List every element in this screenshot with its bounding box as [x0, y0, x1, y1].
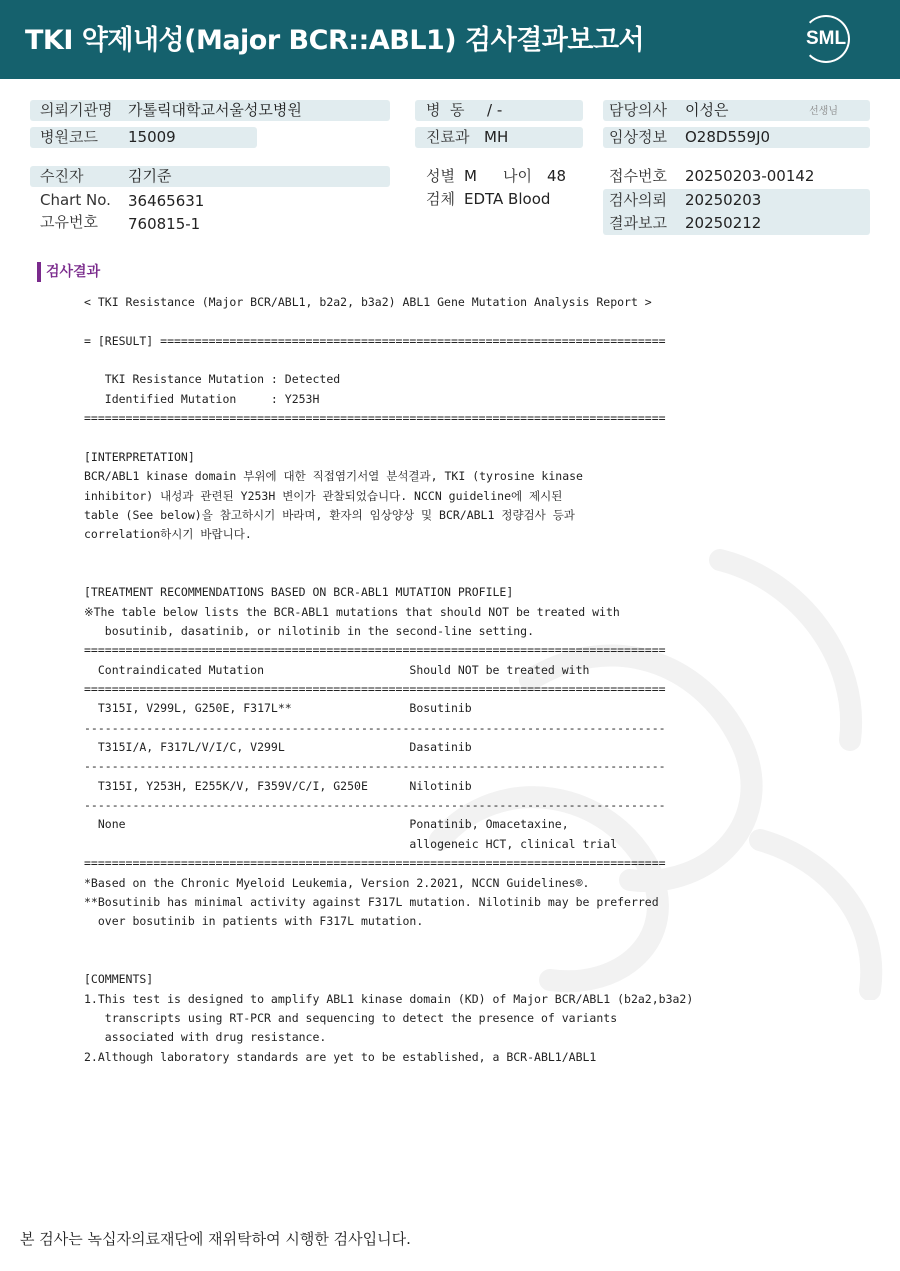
- section-accent-bar: [37, 262, 41, 282]
- clinical-label: 임상정보: [609, 128, 667, 146]
- report-date-value: 20250212: [685, 214, 762, 232]
- hospital-code-label: 병원코드: [40, 128, 98, 146]
- receipt-label: 접수번호: [609, 167, 667, 185]
- sex-value: M: [464, 167, 477, 185]
- hospital-code-value: 15009: [128, 128, 176, 146]
- report-line: [TREATMENT RECOMMENDATIONS BASED ON BCR-ABL1 MUTATION PROFILE]: [84, 585, 514, 600]
- report-line: T315I/A, F317L/V/I/C, V299L Dasatinib: [84, 740, 472, 755]
- report-line: associated with drug resistance.: [84, 1030, 327, 1045]
- report-line: ------------------------------------------------------------------------------------: [84, 798, 666, 813]
- report-line: correlation하시기 바랍니다.: [84, 527, 252, 542]
- unique-label: 고유번호: [40, 213, 98, 231]
- footer-note: 본 검사는 녹십자의료재단에 재위탁하여 시행한 검사입니다.: [20, 1230, 411, 1248]
- report-line: T315I, V299L, G250E, F317L** Bosutinib: [84, 701, 472, 716]
- report-line: allogeneic HCT, clinical trial: [84, 836, 618, 851]
- logo-text: SML: [805, 28, 847, 49]
- doctor-value: 이성은: [685, 101, 729, 119]
- report-line: BCR/ABL1 kinase domain 부위에 대한 직접염기서열 분석결과, TKI (tyrosine kinase: [84, 469, 583, 484]
- age-label: 나이: [503, 167, 532, 185]
- clinical-value: O28D559J0: [685, 128, 771, 146]
- request-label: 검사의뢰: [609, 191, 667, 209]
- report-header: [0, 0, 900, 79]
- report-line: table (See below)을 참고하시기 바라며, 환자의 임상양상 및 BCR/ABL1 정량검사 등과: [84, 507, 575, 522]
- report-date-label: 결과보고: [609, 214, 667, 232]
- report-line: ====================================================================================: [84, 682, 666, 696]
- doctor-label: 담당의사: [609, 101, 667, 119]
- specimen-value: EDTA Blood: [464, 190, 551, 208]
- report-line: None Ponatinib, Omacetaxine,: [84, 817, 569, 832]
- institution-value: 가톨릭대학교서울성모병원: [128, 101, 302, 119]
- chart-value: 36465631: [128, 192, 205, 210]
- report-line: ====================================================================================: [84, 411, 666, 426]
- sml-logo: [800, 13, 852, 65]
- report-line: TKI Resistance Mutation : Detected: [84, 372, 341, 387]
- request-value: 20250203: [685, 191, 762, 209]
- report-line: ====================================================================================: [84, 643, 666, 658]
- institution-label: 의뢰기관명: [40, 101, 113, 119]
- report-line: **Bosutinib has minimal activity against F317L mutation. Nilotinib may be preferred: [84, 894, 659, 909]
- section-title: 검사결과: [46, 264, 101, 280]
- report-line: 2.Although laboratory standards are yet to be established, a BCR-ABL1/ABL1: [84, 1049, 597, 1064]
- report-title: TKI 약제내성(Major BCR::ABL1) 검사결과보고서: [25, 25, 645, 56]
- report-line: ------------------------------------------------------------------------------------: [84, 759, 666, 774]
- dept-label: 진료과: [426, 128, 470, 146]
- report-line: [INTERPRETATION]: [84, 449, 195, 464]
- report-line: ------------------------------------------------------------------------------------: [84, 720, 666, 735]
- report-line: T315I, Y253H, E255K/V, F359V/C/I, G250E Nilotinib: [84, 778, 472, 793]
- report-line: over bosutinib in patients with F317L mutation.: [84, 914, 424, 929]
- sex-label: 성별: [426, 167, 455, 185]
- patient-value: 김기준: [128, 167, 172, 185]
- report-line: transcripts using RT-PCR and sequencing to detect the presence of variants: [84, 1010, 618, 1025]
- age-value: 48: [547, 167, 567, 185]
- dept-value: MH: [484, 128, 509, 146]
- patient-row-bg: [30, 166, 390, 187]
- report-line: Contraindicated Mutation Should NOT be treated with: [84, 662, 590, 677]
- doctor-suffix: 선생님: [809, 106, 838, 117]
- unique-value: 760815-1: [128, 215, 201, 233]
- report-line: inhibitor) 내성과 관련된 Y253H 변이가 관찰되었습니다. NCCN guideline에 제시된: [84, 488, 563, 503]
- ward-label: 병 동: [426, 101, 465, 119]
- report-line: < TKI Resistance (Major BCR/ABL1, b2a2, b3a2) ABL1 Gene Mutation Analysis Report >: [84, 295, 652, 309]
- ward-value: / -: [487, 101, 503, 119]
- report-line: bosutinib, dasatinib, or nilotinib in the second-line setting.: [84, 623, 535, 638]
- report-line: Identified Mutation : Y253H: [84, 391, 320, 406]
- patient-label: 수진자: [40, 167, 84, 185]
- report-line: ※The table below lists the BCR-ABL1 mutations that should NOT be treated with: [84, 604, 620, 619]
- report-line: [COMMENTS]: [84, 972, 154, 987]
- report-line: *Based on the Chronic Myeloid Leukemia, Version 2.2021, NCCN Guidelines®.: [84, 875, 590, 890]
- chart-label: Chart No.: [40, 191, 111, 209]
- report-line: = [RESULT] =========================================================================: [84, 333, 666, 348]
- specimen-label: 검체: [426, 190, 455, 208]
- receipt-value: 20250203-00142: [685, 167, 815, 185]
- report-line: ====================================================================================: [84, 856, 666, 871]
- report-line: 1.This test is designed to amplify ABL1 kinase domain (KD) of Major BCR/ABL1 (b2a2,b3a2): [84, 991, 694, 1006]
